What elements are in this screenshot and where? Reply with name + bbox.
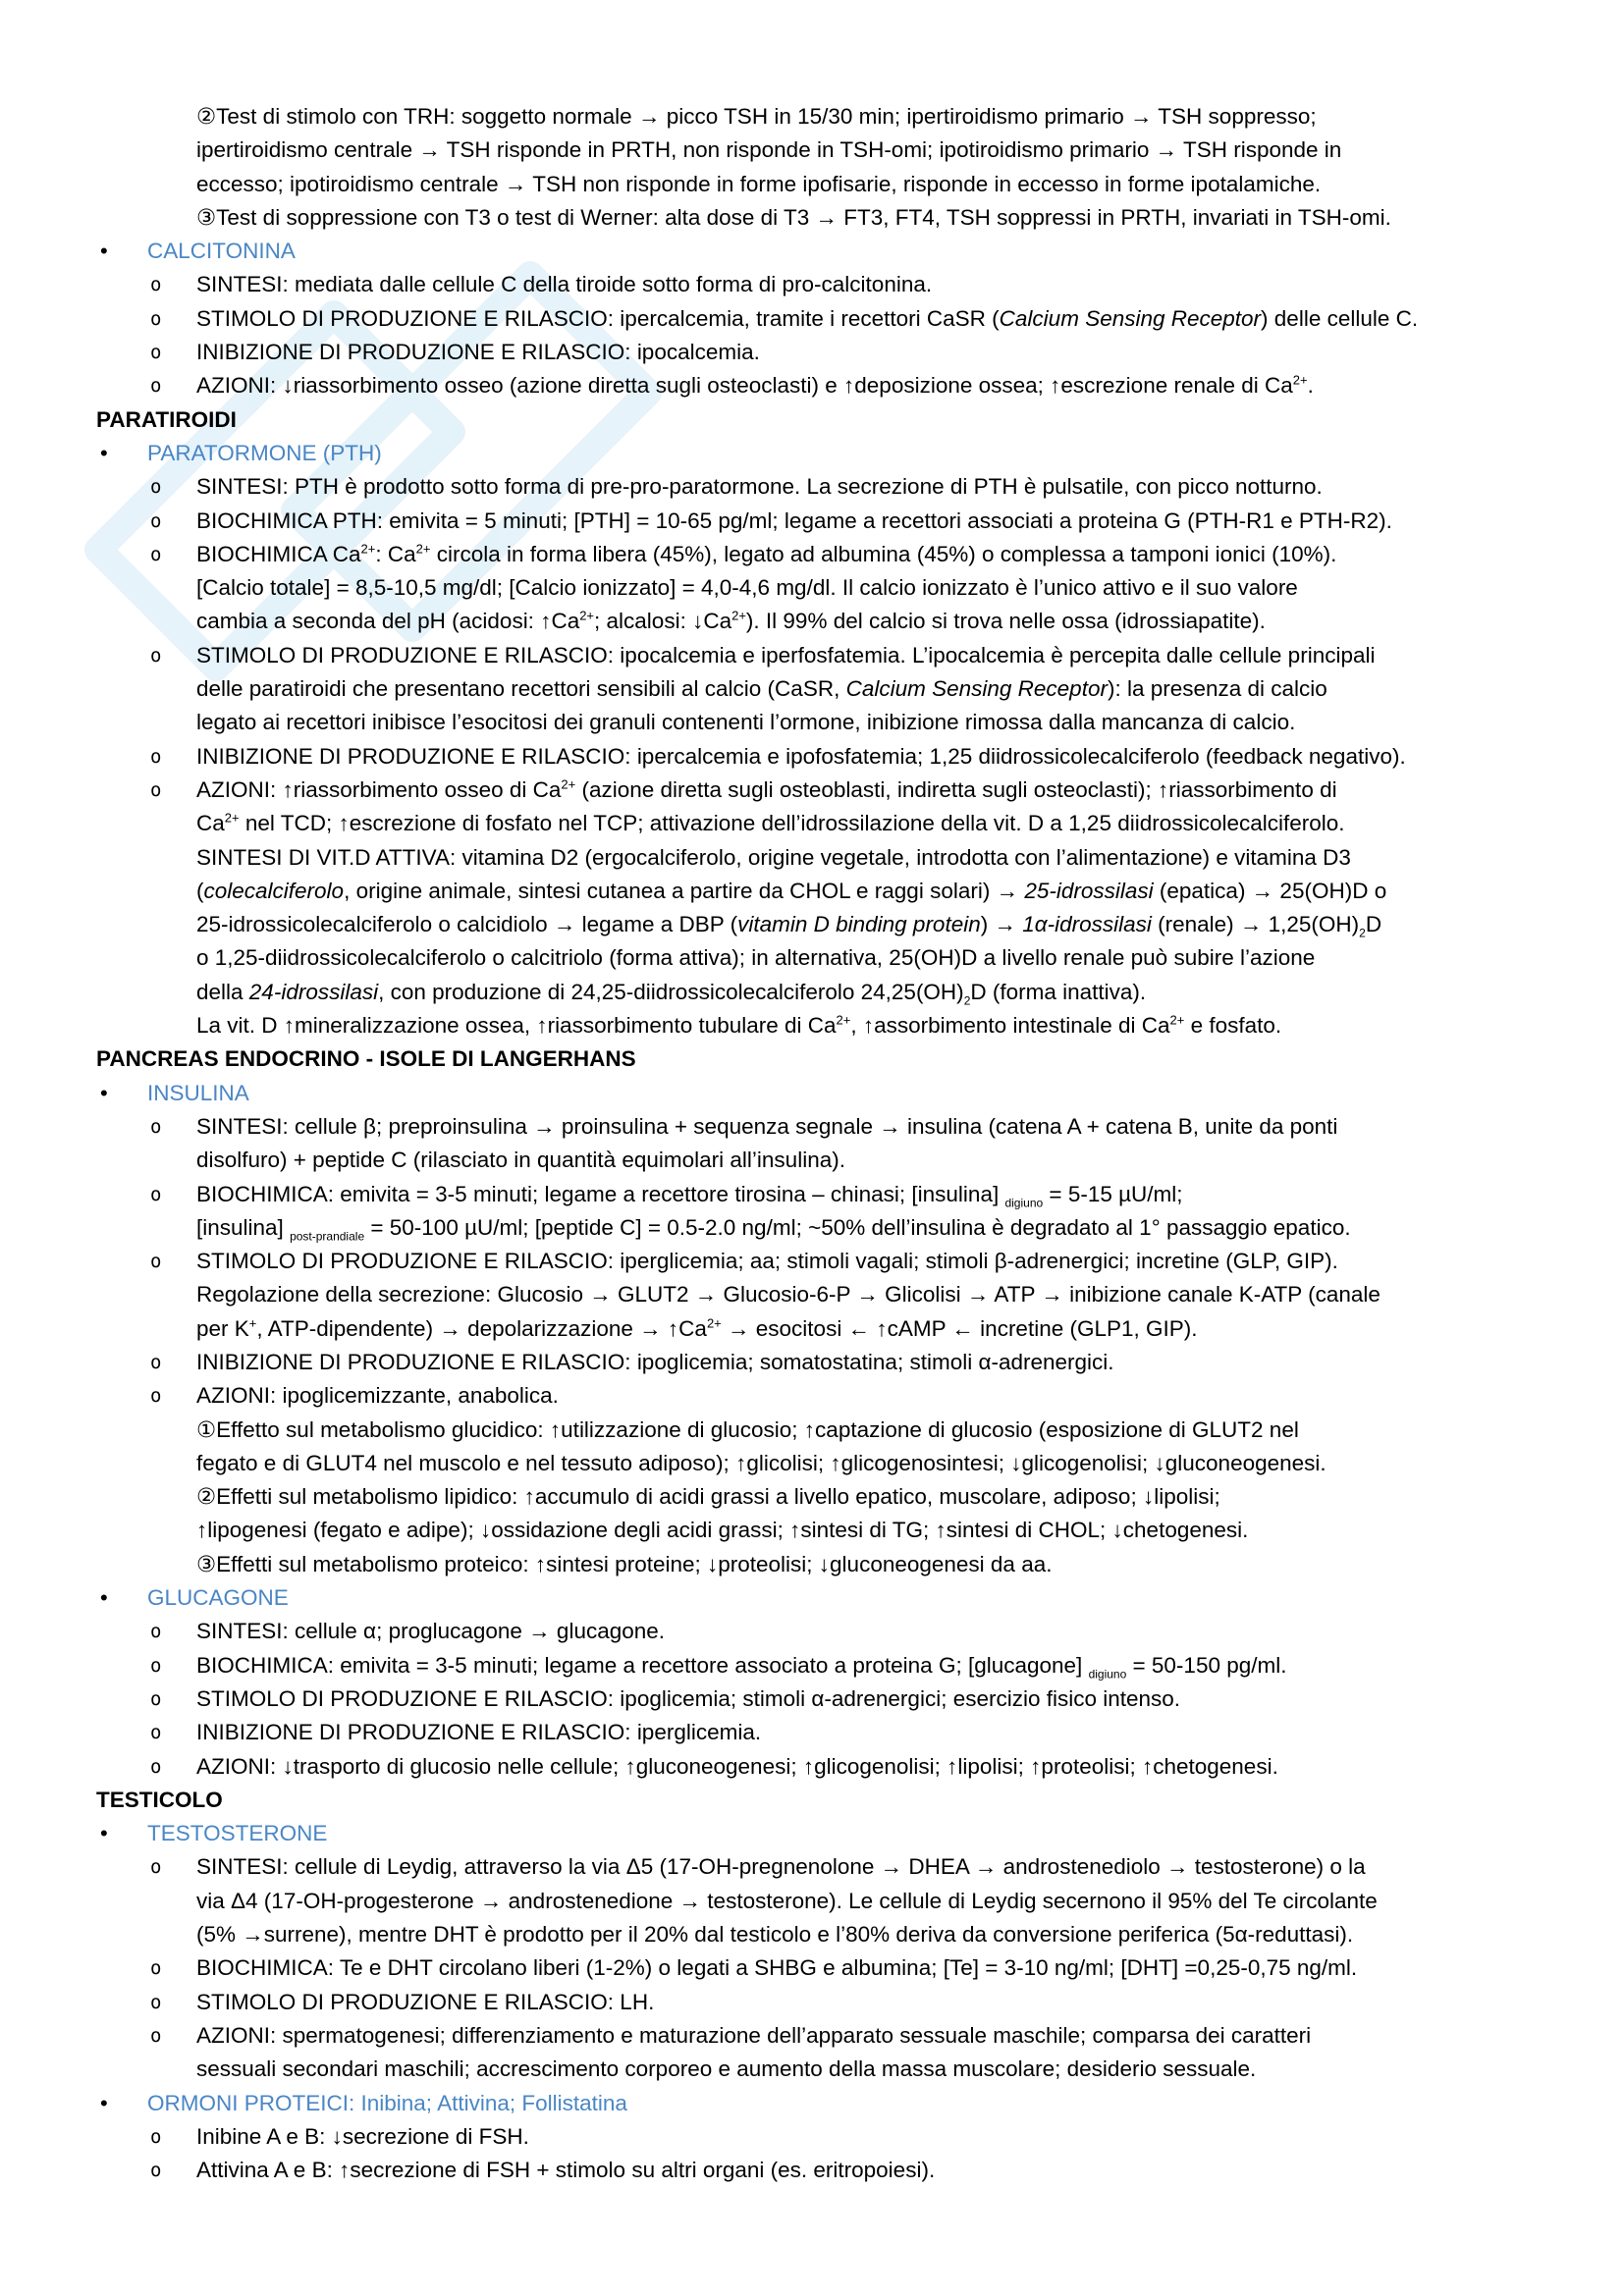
text-line: [96, 672, 1549, 706]
list-item: [96, 740, 1549, 774]
text-line: [96, 201, 1549, 235]
section-heading: [96, 1042, 1549, 1076]
text-line: [96, 1144, 1549, 1177]
circle-bullet-icon: o: [150, 375, 162, 398]
list-item-text: STIMOLO DI PRODUZIONE E RILASCIO: ipercalcemia, tramite i recettori CaSR (Calcium Sensing Receptor) delle cellule C.: [196, 305, 1419, 331]
list-item-text: BIOCHIMICA $Ca^{2+}$: $Ca^{2+}$ circola in forma libera (45%), legato ad albumina (45%) o complessa a tamponi ionici (10%).: [196, 541, 1337, 566]
circle-bullet-icon: o: [150, 274, 162, 296]
text-line: [96, 875, 1549, 908]
list-item-text: SINTESI: PTH è prodotto sotto forma di pre-pro-paratormone. La secrezione di PTH è pulsatile, con picco notturno.: [196, 474, 1323, 500]
list-item: [96, 1110, 1549, 1144]
list-item-text: STIMOLO DI PRODUZIONE E RILASCIO: LH.: [196, 1989, 655, 2014]
section-heading: [96, 1784, 1549, 1817]
circle-bullet-icon: o: [150, 476, 162, 499]
hormone-heading-text: ORMONI PROTEICI: Inibina; Attivina; Follistatina: [147, 2090, 627, 2115]
hormone-heading: [96, 437, 1549, 470]
circle-bullet-icon: o: [150, 2024, 162, 2047]
text-line-text: La vit. D ↑mineralizzazione ossea, ↑riassorbimento tubulare di $Ca^{2+}$, ↑assorbimento intestinale di $Ca^{2+}$ e fosfato.: [196, 1012, 1282, 1039]
text-line-text: ipertiroidismo centrale → TSH risponde in PRTH, non risponde in TSH-omi; ipotiroidismo primario → TSH risponde in: [196, 137, 1342, 163]
list-item: [96, 1346, 1549, 1379]
list-item-text: INIBIZIONE DI PRODUZIONE E RILASCIO: ipercalcemia e ipofosfatemia; 1,25 diidrossicolecalciferolo (feedback negativo).: [196, 743, 1406, 769]
list-item-text: STIMOLO DI PRODUZIONE E RILASCIO: iperglicemia; aa; stimoli vagali; stimoli β-adrenergici; incretine (GLP, GIP).: [196, 1249, 1338, 1274]
list-item: [96, 1178, 1549, 1211]
text-line-text: ②Test di stimolo con TRH: soggetto normale → picco TSH in 15/30 min; ipertiroidismo primario → TSH soppresso;: [196, 104, 1317, 129]
section-heading-text: PARATIROIDI: [96, 406, 237, 432]
list-item: [96, 336, 1549, 369]
circle-bullet-icon: o: [150, 1991, 162, 2013]
text-line: [96, 1278, 1549, 1311]
text-line-text: ③Test di soppressione con T3 o test di Werner: alta dose di T3 → FT3, FT4, TSH soppressi in PRTH, invariati in TSH-omi.: [196, 204, 1391, 230]
text-line: [96, 1548, 1549, 1581]
section-heading: [96, 403, 1549, 437]
section-heading-text: TESTICOLO: [96, 1787, 223, 1812]
circle-bullet-icon: o: [150, 1856, 162, 1879]
hormone-heading-text: CALCITONINA: [147, 239, 296, 264]
text-line: [96, 1414, 1549, 1447]
hormone-heading-text: TESTOSTERONE: [147, 1821, 328, 1846]
circle-bullet-icon: o: [150, 1755, 162, 1778]
list-item: [96, 1951, 1549, 1985]
list-item-text: AZIONI: ipoglicemizzante, anabolica.: [196, 1383, 559, 1409]
circle-bullet-icon: o: [150, 2125, 162, 2148]
text-line: [96, 168, 1549, 201]
circle-bullet-icon: o: [150, 1115, 162, 1138]
text-line-text: o 1,25-diidrossicolecalciferolo o calcitriolo (forma attiva); in alternativa, 25(OH)D a livello renale può subire l’azione: [196, 945, 1316, 971]
circle-bullet-icon: o: [150, 778, 162, 801]
circle-bullet-icon: o: [150, 509, 162, 532]
circle-bullet-icon: o: [150, 1385, 162, 1408]
list-item-text: SINTESI: cellule β; preproinsulina → proinsulina + sequenza segnale → insulina (catena A + catena B, unite da ponti: [196, 1113, 1338, 1139]
list-item-text: AZIONI: ↓riassorbimento osseo (azione diretta sugli osteoclasti) e ↑deposizione ossea; ↑escrezione renale di $Ca^{2+}$.: [196, 372, 1314, 399]
hormone-heading-text: PARATORMONE (PTH): [147, 440, 382, 465]
text-line: [96, 1211, 1549, 1245]
text-line: [96, 100, 1549, 133]
list-item-text: STIMOLO DI PRODUZIONE E RILASCIO: ipoglicemia; stimoli α-adrenergici; esercizio fisico intenso.: [196, 1685, 1181, 1711]
list-item: [96, 1850, 1549, 1884]
text-line-text: (5% →surrene), mentre DHT è prodotto per il 20% dal testicolo e l’80% deriva da conversione periferica (5α-reduttasi).: [196, 1922, 1354, 1948]
text-line-text: sessuali secondari maschili; accrescimento corporeo e aumento della massa muscolare; desiderio sessuale.: [196, 2056, 1257, 2082]
text-line: [96, 605, 1549, 638]
hormone-heading: [96, 2087, 1549, 2120]
list-item-text: INIBIZIONE DI PRODUZIONE E RILASCIO: ipoglicemia; somatostatina; stimoli α-adrenergici.: [196, 1349, 1114, 1374]
text-line: [96, 941, 1549, 975]
circle-bullet-icon: o: [150, 307, 162, 330]
list-item-text: STIMOLO DI PRODUZIONE E RILASCIO: ipocalcemia e iperfosfatemia. L’ipocalcemia è percepita dalle cellule principali: [196, 642, 1376, 667]
hormone-heading-text: INSULINA: [147, 1080, 249, 1105]
text-line-text: ②Effetti sul metabolismo lipidico: ↑accumulo di acidi grassi a livello epatico, muscolare, adiposo; ↓lipolisi;: [196, 1484, 1220, 1510]
list-item-text: INIBIZIONE DI PRODUZIONE E RILASCIO: ipocalcemia.: [196, 340, 760, 365]
text-line: [96, 1447, 1549, 1480]
text-line: [96, 841, 1549, 875]
text-line: [96, 908, 1549, 941]
list-item-text: SINTESI: mediata dalle cellule C della tiroide sotto forma di pro-calcitonina.: [196, 272, 933, 297]
text-line: [96, 706, 1549, 739]
text-line: [96, 1009, 1549, 1042]
list-item-text: Attivina A e B: ↑secrezione di FSH + stimolo su altri organi (es. eritropoiesi).: [196, 2158, 936, 2183]
text-line: [96, 807, 1549, 840]
text-line: [96, 1514, 1549, 1547]
list-item: [96, 2154, 1549, 2187]
circle-bullet-icon: o: [150, 543, 162, 565]
list-item: [96, 369, 1549, 402]
list-item: [96, 1986, 1549, 2019]
text-line-text: fegato e di GLUT4 nel muscolo e nel tessuto adiposo); ↑glicolisi; ↑glicogenosintesi; ↓glicogenolisi; ↓gluconeogenesi.: [196, 1450, 1326, 1475]
circle-bullet-icon: o: [150, 1722, 162, 1744]
text-line-text: per K+, ATP-dipendente) → depolarizzazione → $↑Ca^{2+}$ → esocitosi ← ↑cAMP ← incretine (GLP1, GIP).: [196, 1315, 1198, 1341]
text-line: [96, 1918, 1549, 1951]
list-item-text: AZIONI: ↓trasporto di glucosio nelle cellule; ↑gluconeogenesi; ↑glicogenolisi; ↑lipolisi; ↑proteolisi; ↑chetogenesi.: [196, 1753, 1278, 1779]
text-line-text: ①Effetto sul metabolismo glucidico: ↑utilizzazione di glucosio; ↑captazione di glucosio (esposizione di GLUT2 nel: [196, 1416, 1299, 1442]
text-line-text: SINTESI DI VIT.D ATTIVA: vitamina D2 (ergocalciferolo, origine vegetale, introdotta con l’alimentazione) e vitamina D3: [196, 844, 1351, 870]
list-item-text: Inibine A e B: ↓secrezione di FSH.: [196, 2123, 529, 2149]
list-item: [96, 639, 1549, 672]
text-line-text: ↑lipogenesi (fegato e adipe); ↓ossidazione degli acidi grassi; ↑sintesi di TG; ↑sintesi di CHOL; ↓chetogenesi.: [196, 1518, 1249, 1543]
text-line-text: via Δ4 (17-OH-progesterone → androstenedione → testosterone). Le cellule di Leydig secernono il 95% del Te circolante: [196, 1888, 1378, 1913]
list-item: [96, 470, 1549, 504]
list-item: [96, 1750, 1549, 1784]
list-item: [96, 538, 1549, 571]
circle-bullet-icon: o: [150, 1351, 162, 1373]
list-item: [96, 1682, 1549, 1716]
list-item-text: INIBIZIONE DI PRODUZIONE E RILASCIO: iperglicemia.: [196, 1720, 762, 1745]
text-line-text: cambia a seconda del pH (acidosi: $↑Ca^{2+}$; alcalosi: $↓Ca^{2+}$). Il 99% del calcio si trova nelle ossa (idrossiapatite).: [196, 608, 1266, 634]
text-line: [96, 1312, 1549, 1346]
circle-bullet-icon: o: [150, 1183, 162, 1205]
list-item: [96, 268, 1549, 301]
text-line-text: della 24-idrossilasi, con produzione di 24,25-diidrossicolecalciferolo $24,25(OH)_2D$ (forma inattiva).: [196, 979, 1147, 1008]
list-item: [96, 1379, 1549, 1413]
text-line-text: eccesso; ipotiroidismo centrale → TSH non risponde in forme ipofisarie, risponde in eccesso in forme ipotalamiche.: [196, 171, 1322, 196]
section-heading-text: PANCREAS ENDOCRINO - ISOLE DI LANGERHANS: [96, 1046, 636, 1072]
hormone-heading: [96, 1077, 1549, 1110]
text-line-text: [insulina] $_{post-prandiale}$ = 50-100 µU/ml; [peptide C] = 0.5-2.0 ng/ml; ~50% dell’insulina è degradato al 1° passaggio epatico.: [196, 1214, 1351, 1244]
text-line: [96, 133, 1549, 167]
list-item: [96, 1649, 1549, 1682]
list-item-text: BIOCHIMICA: emivita = 3-5 minuti; legame a recettore associato a proteina G; [glucagone] $_{digiuno}$ = 50-150 pg/ml.: [196, 1652, 1287, 1682]
list-item-text: SINTESI: cellule α; proglucagone → glucagone.: [196, 1619, 666, 1644]
circle-bullet-icon: o: [150, 1621, 162, 1643]
text-line-text: Regolazione della secrezione: Glucosio → GLUT2 → Glucosio-6-P → Glicolisi → ATP → inibizione canale K-ATP (canale: [196, 1282, 1380, 1308]
circle-bullet-icon: o: [150, 745, 162, 768]
text-line-text: ③Effetti sul metabolismo proteico: ↑sintesi proteine; ↓proteolisi; ↓gluconeogenesi da aa.: [196, 1551, 1053, 1576]
hormone-heading: [96, 1581, 1549, 1615]
list-item: [96, 505, 1549, 538]
list-item: [96, 2019, 1549, 2053]
circle-bullet-icon: o: [150, 2160, 162, 2182]
text-line-text: legato ai recettori inibisce l’esocitosi dei granuli contenenti l’ormone, inibizione rimossa dalla mancanza di calcio.: [196, 710, 1296, 735]
list-item: [96, 1716, 1549, 1749]
text-line-text: 25-idrossicolecalciferolo o calcidiolo → legame a DBP (vitamin D binding protein) → 1α-idrossilasi (renale) → $1,25(OH)_2D$: [196, 912, 1382, 940]
text-line: [96, 571, 1549, 605]
circle-bullet-icon: o: [150, 1957, 162, 1980]
list-item: [96, 2120, 1549, 2154]
list-item: [96, 1615, 1549, 1648]
text-line: [96, 1480, 1549, 1514]
document-content: [96, 100, 1549, 2187]
hormone-heading: [96, 1817, 1549, 1850]
circle-bullet-icon: o: [150, 1251, 162, 1273]
text-line-text: (colecalciferolo, origine animale, sintesi cutanea a partire da CHOL e raggi solari) → 25-idrossilasi (epatica) → 25(OH)D o: [196, 878, 1387, 903]
text-line-text: [Calcio totale] = 8,5-10,5 mg/dl; [Calcio ionizzato] = 4,0-4,6 mg/dl. Il calcio ionizzato è l’unico attivo e il suo valore: [196, 575, 1298, 601]
list-item: [96, 774, 1549, 807]
list-item: [96, 302, 1549, 336]
list-item: [96, 1245, 1549, 1278]
text-line-text: $Ca^{2+}$ nel TCD; ↑escrezione di fosfato nel TCP; attivazione dell’idrossilazione della vit. D a 1,25 diidrossicolecalciferolo.: [196, 810, 1345, 836]
list-item-text: AZIONI: spermatogenesi; differenziamento e maturazione dell’apparato sessuale maschile; comparsa dei caratteri: [196, 2022, 1312, 2048]
list-item-text: BIOCHIMICA: emivita = 3-5 minuti; legame a recettore tirosina – chinasi; [insulina] $_{digiuno}$ = 5-15 µU/ml;: [196, 1181, 1183, 1209]
text-line: [96, 976, 1549, 1009]
circle-bullet-icon: o: [150, 1687, 162, 1710]
text-line-text: delle paratiroidi che presentano recettori sensibili al calcio (CaSR, Calcium Sensing Receptor): la presenza di calcio: [196, 676, 1327, 702]
hormone-heading-text: GLUCAGONE: [147, 1585, 289, 1611]
text-line: [96, 2053, 1549, 2086]
text-line: [96, 1885, 1549, 1918]
list-item-text: SINTESI: cellule di Leydig, attraverso la via Δ5 (17-OH-pregnenolone → DHEA → androstenediolo → testosterone) o la: [196, 1854, 1366, 1880]
list-item-text: BIOCHIMICA: Te e DHT circolano liberi (1-2%) o legati a SHBG e albumina; [Te] = 3-10 ng/ml; [DHT] =0,25-0,75 ng/ml.: [196, 1955, 1358, 1981]
circle-bullet-icon: o: [150, 644, 162, 667]
hormone-heading: [96, 235, 1549, 268]
list-item-text: AZIONI: ↑riassorbimento osseo di $Ca^{2+}$ (azione diretta sugli osteoblasti, indiretta sugli osteoclasti); ↑riassorbimento di: [196, 776, 1337, 802]
circle-bullet-icon: o: [150, 1654, 162, 1677]
text-line-text: disolfuro) + peptide C (rilasciato in quantità equimolari all’insulina).: [196, 1148, 845, 1173]
list-item-text: BIOCHIMICA PTH: emivita = 5 minuti; [PTH] = 10-65 pg/ml; legame a recettori associati a proteina G (PTH-R1 e PTH-R2).: [196, 507, 1392, 533]
circle-bullet-icon: o: [150, 342, 162, 364]
